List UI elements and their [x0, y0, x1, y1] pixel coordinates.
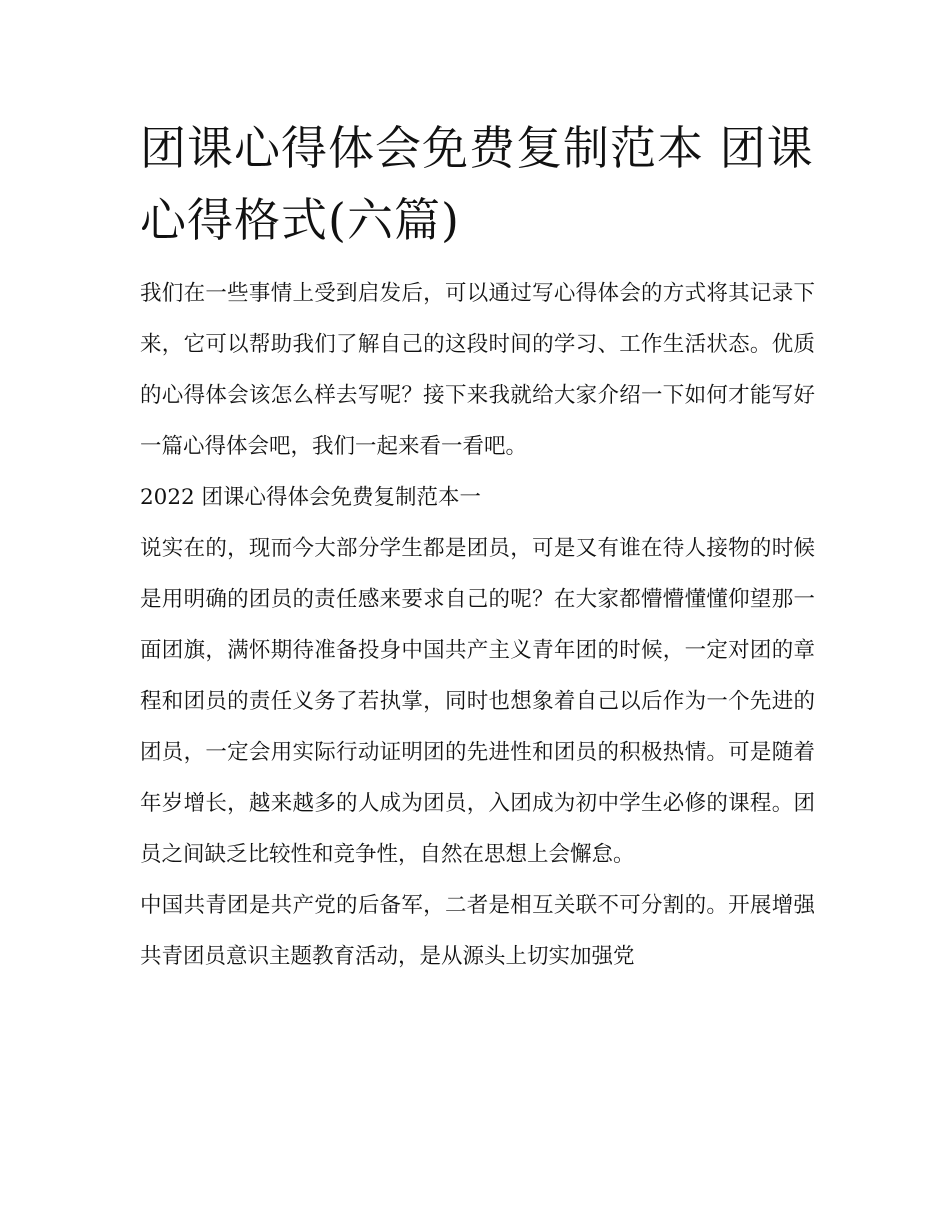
section-paragraph-1: 说实在的，现而今大部分学生都是团员，可是又有谁在待人接物的时候是用明确的团员的责任感来要求自己的呢？在大家都懵懵懂懂仰望那一面团旗，满怀期待准备投身中国共产主义青年团的时候，一定对团的章程和团员的责任义务了若执掌，同时也想象着自己以后作为一个先进的团员，一定会用实际行动证明团的先进性和团员的积极热情。可是随着年岁增长，越来越多的人成为团员，入团成为初中学生必修的课程。团员之间缺乏比较性和竞争性，自然在思想上会懈怠。: [140, 536, 815, 867]
document-title: 团课心得体会免费复制范本 团课心得格式(六篇): [140, 121, 814, 247]
intro-paragraph: 我们在一些事情上受到启发后，可以通过写心得体会的方式将其记录下来，它可以帮助我们了解自己的这段时间的学习、工作生活状态。优质的心得体会该怎么样去写呢？接下来我就给大家介绍一下如何才能写好一篇心得体会吧，我们一起来看一看吧。: [140, 281, 815, 459]
document-body: [140, 112, 815, 982]
section-heading: 2022 团课心得体会免费复制范本一: [140, 485, 482, 510]
section-paragraph-2: 中国共青团是共产党的后备军，二者是相互关联不可分割的。开展增强共青团员意识主题教育活动，是从源头上切实加强党: [140, 893, 815, 969]
